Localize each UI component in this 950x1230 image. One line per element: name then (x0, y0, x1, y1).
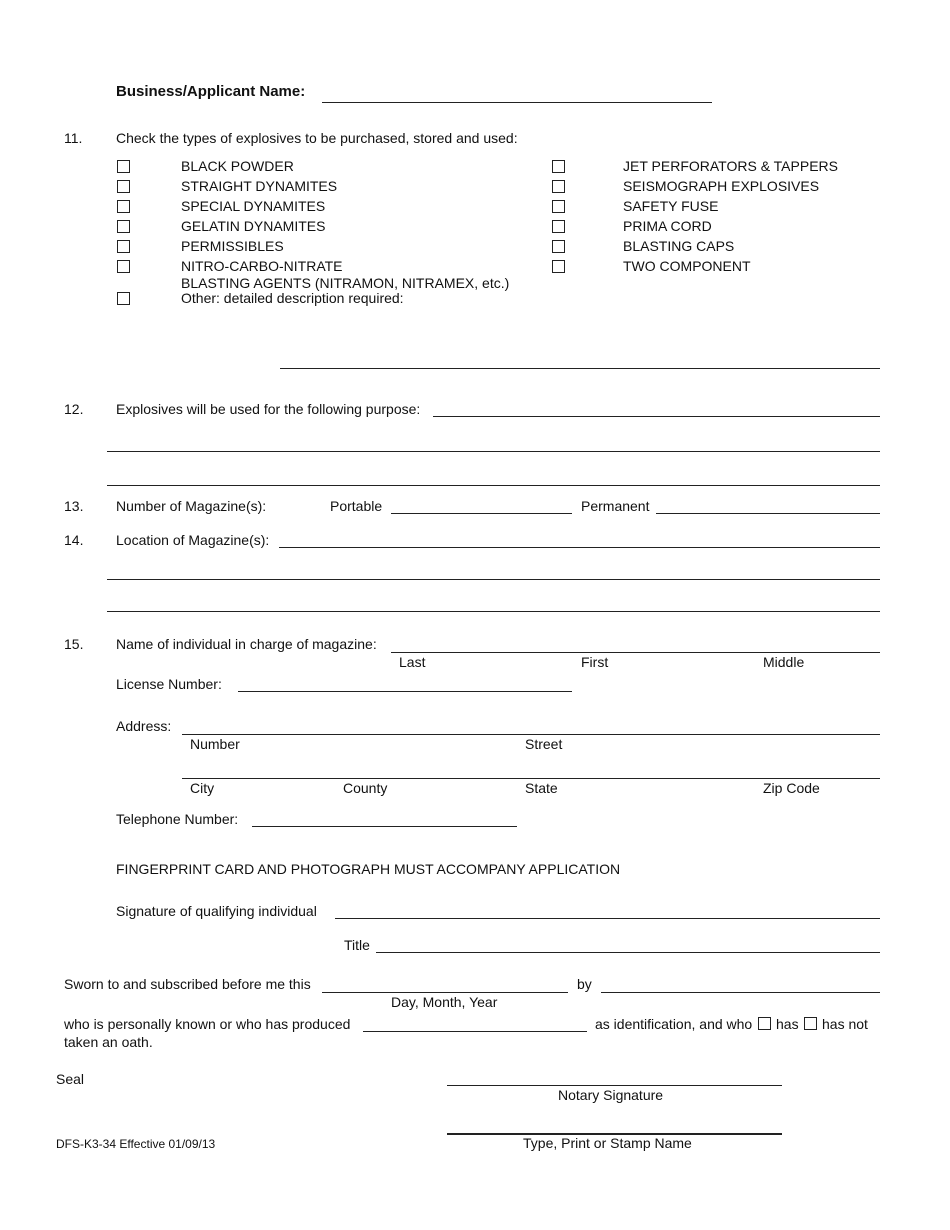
business-name-label: Business/Applicant Name: (116, 83, 306, 100)
middle-caption: Middle (763, 654, 805, 670)
portable-label: Portable (330, 498, 383, 514)
checkbox-blasting-caps[interactable] (552, 240, 565, 253)
q14-number: 14. (64, 532, 84, 548)
purpose-field-2[interactable] (107, 451, 880, 452)
label-special-dynamites: SPECIAL DYNAMITES (181, 198, 326, 214)
by-label: by (577, 976, 592, 992)
q14-label: Location of Magazine(s): (116, 532, 270, 548)
business-name-field[interactable] (322, 102, 712, 103)
checkbox-has-taken-oath[interactable] (758, 1017, 771, 1030)
label-nitro-carbo-nitrate: NITRO-CARBO-NITRATE (181, 258, 343, 274)
checkbox-special-dynamites[interactable] (117, 200, 130, 213)
notary-name-caption: Type, Print or Stamp Name (523, 1135, 692, 1151)
q13-label: Number of Magazine(s): (116, 498, 267, 514)
date-caption: Day, Month, Year (391, 994, 498, 1010)
oath-tail: taken an oath. (64, 1034, 153, 1050)
has-not-label: has not (822, 1016, 868, 1032)
checkbox-prima-cord[interactable] (552, 220, 565, 233)
checkbox-permissibles[interactable] (117, 240, 130, 253)
label-black-powder: BLACK POWDER (181, 158, 294, 174)
label-blasting-caps: BLASTING CAPS (623, 238, 735, 254)
sworn-date-field[interactable] (322, 992, 568, 993)
q12-number: 12. (64, 401, 84, 417)
number-caption: Number (190, 736, 240, 752)
q13-number: 13. (64, 498, 84, 514)
address-street-field[interactable] (182, 734, 880, 735)
label-straight-dynamites: STRAIGHT DYNAMITES (181, 178, 338, 194)
purpose-field-3[interactable] (107, 485, 880, 486)
location-field-1[interactable] (279, 547, 880, 548)
label-safety-fuse: SAFETY FUSE (623, 198, 719, 214)
q11-prompt: Check the types of explosives to be purchased, stored and used: (116, 130, 518, 146)
address-label: Address: (116, 718, 172, 734)
checkbox-jet-perforators[interactable] (552, 160, 565, 173)
notary-signature-caption: Notary Signature (558, 1087, 664, 1103)
form-id: DFS-K3-34 Effective 01/09/13 (56, 1137, 216, 1151)
q12-prompt: Explosives will be used for the following purpose: (116, 401, 421, 417)
location-field-3[interactable] (107, 611, 880, 612)
signature-label: Signature of qualifying individual (116, 903, 317, 919)
portable-field[interactable] (391, 513, 572, 514)
identification-label: as identification, and who (595, 1016, 753, 1032)
label-other: Other: detailed description required: (181, 290, 404, 306)
label-prima-cord: PRIMA CORD (623, 218, 712, 234)
telephone-label: Telephone Number: (116, 811, 239, 827)
name-in-charge-field[interactable] (391, 652, 880, 653)
notary-signature-field[interactable] (447, 1085, 782, 1086)
label-seismograph-explosives: SEISMOGRAPH EXPLOSIVES (623, 178, 820, 194)
checkbox-has-not-taken-oath[interactable] (804, 1017, 817, 1030)
state-caption: State (525, 780, 558, 796)
title-field[interactable] (376, 952, 880, 953)
zip-caption: Zip Code (763, 780, 820, 796)
purpose-field-1[interactable] (433, 416, 880, 417)
license-label: License Number: (116, 676, 222, 692)
sworn-by-field[interactable] (601, 992, 880, 993)
checkbox-seismograph-explosives[interactable] (552, 180, 565, 193)
street-caption: Street (525, 736, 563, 752)
q11-number: 11. (64, 130, 83, 146)
checkbox-two-component[interactable] (552, 260, 565, 273)
address-city-field[interactable] (182, 778, 880, 779)
last-caption: Last (399, 654, 426, 670)
checkbox-black-powder[interactable] (117, 160, 130, 173)
label-two-component: TWO COMPONENT (623, 258, 751, 274)
produced-label: who is personally known or who has produced (64, 1016, 351, 1032)
title-label: Title (344, 937, 370, 953)
signature-field[interactable] (335, 918, 880, 919)
location-field-2[interactable] (107, 579, 880, 580)
telephone-field[interactable] (252, 826, 517, 827)
checkbox-gelatin-dynamites[interactable] (117, 220, 130, 233)
label-permissibles: PERMISSIBLES (181, 238, 284, 254)
has-label: has (776, 1016, 799, 1032)
checkbox-safety-fuse[interactable] (552, 200, 565, 213)
fingerprint-notice: FINGERPRINT CARD AND PHOTOGRAPH MUST ACCOMPANY APPLICATION (116, 861, 621, 877)
label-blasting-agents: BLASTING AGENTS (NITRAMON, NITRAMEX, etc.) (181, 275, 510, 291)
checkbox-other[interactable] (117, 292, 130, 305)
permanent-field[interactable] (656, 513, 880, 514)
first-caption: First (581, 654, 609, 670)
q15-number: 15. (64, 636, 84, 652)
checkbox-nitro-carbo-nitrate[interactable] (117, 260, 130, 273)
permanent-label: Permanent (581, 498, 650, 514)
name-in-charge-label: Name of individual in charge of magazine: (116, 636, 377, 652)
seal-label: Seal (56, 1071, 85, 1087)
checkbox-straight-dynamites[interactable] (117, 180, 130, 193)
license-field[interactable] (238, 691, 572, 692)
county-caption: County (343, 780, 388, 796)
identification-field[interactable] (363, 1031, 587, 1032)
label-gelatin-dynamites: GELATIN DYNAMITES (181, 218, 326, 234)
city-caption: City (190, 780, 215, 796)
sworn-label: Sworn to and subscribed before me this (64, 976, 311, 992)
label-jet-perforators: JET PERFORATORS & TAPPERS (623, 158, 838, 174)
other-description-field[interactable] (280, 368, 880, 369)
